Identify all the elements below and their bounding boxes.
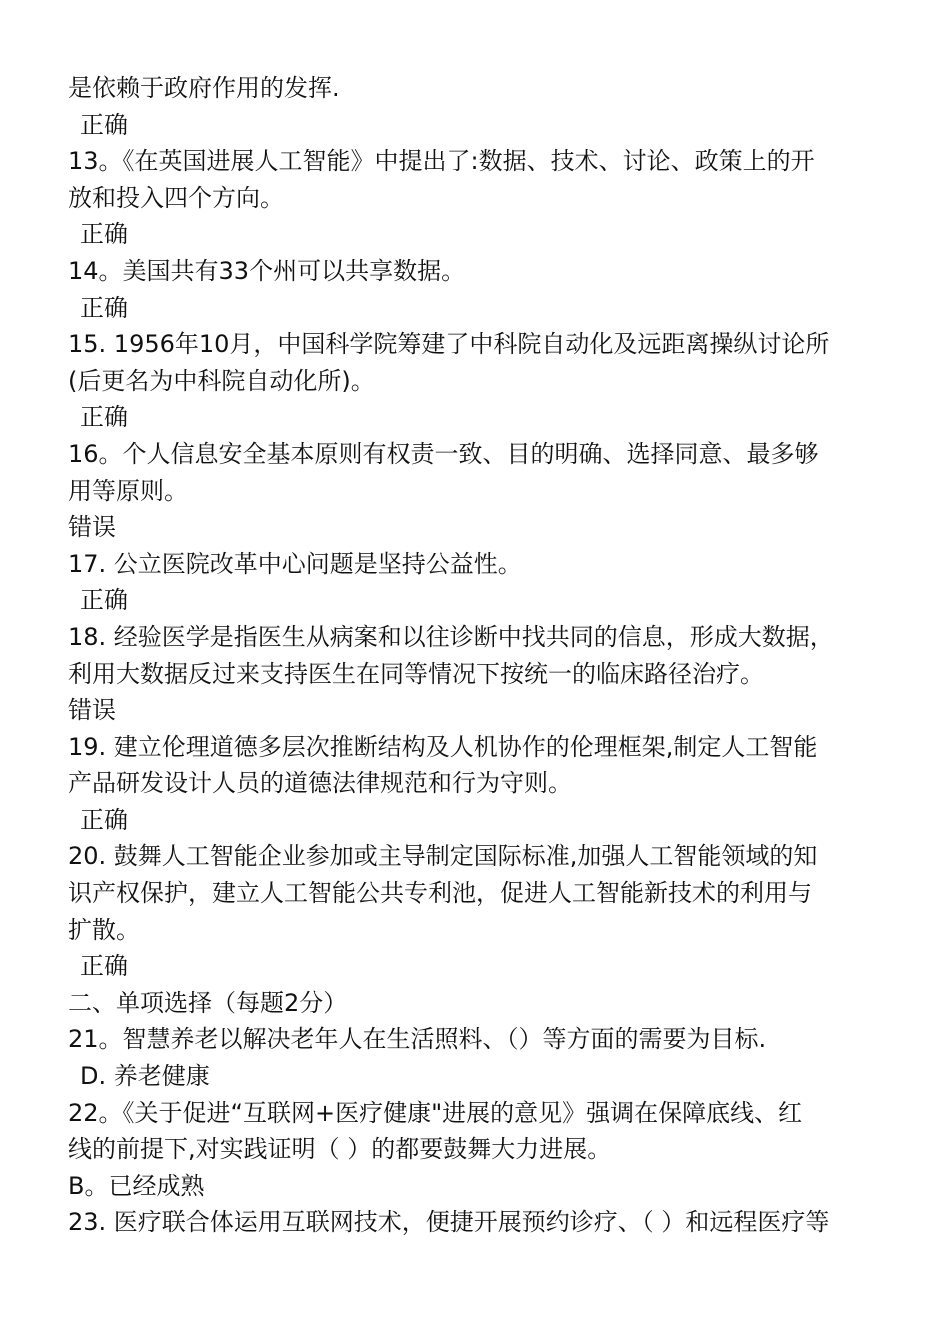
- answer-line: 正确: [80, 110, 128, 139]
- question-line: 识产权保护，建立人工智能公共专利池，促进人工智能新技术的利用与: [68, 879, 812, 908]
- question-line: 16。个人信息安全基本原则有权责一致、目的明确、选择同意、最多够: [68, 439, 819, 468]
- question-line: 扩散。: [68, 915, 140, 944]
- answer-line: B。已经成熟: [68, 1171, 205, 1200]
- section-heading: 二、单项选择（每题2分）: [68, 988, 348, 1017]
- answer-line: 正确: [80, 805, 128, 834]
- answer-line: 错误: [68, 696, 116, 725]
- question-line: 23. 医疗联合体运用互联网技术，便捷开展预约诊疗、（ ）和远程医疗等: [68, 1208, 830, 1237]
- question-line: 用等原则。: [68, 476, 188, 505]
- answer-line: 正确: [80, 586, 128, 615]
- question-line: 19. 建立伦理道德多层次推断结构及人机协作的伦理框架,制定人工智能: [68, 732, 818, 761]
- question-line: 18. 经验医学是指医生从病案和以往诊断中找共同的信息，形成大数据，: [68, 622, 834, 651]
- answer-line: 正确: [80, 952, 128, 981]
- question-line: 利用大数据反过来支持医生在同等情况下按统一的临床路径治疗。: [68, 659, 764, 688]
- question-line: 15. 1956年10月，中国科学院筹建了中科院自动化及远距离操纵讨论所: [68, 330, 830, 359]
- answer-line: 错误: [68, 513, 116, 542]
- question-line: (后更名为中科院自动化所)。: [68, 366, 375, 395]
- question-line: 产品研发设计人员的道德法律规范和行为守则。: [68, 769, 572, 798]
- answer-line: 正确: [80, 293, 128, 322]
- text-line: 是依赖于政府作用的发挥.: [68, 74, 340, 102]
- question-line: 14。美国共有33个州可以共享数据。: [68, 256, 466, 285]
- question-line: 13。《在英国进展人工智能》中提出了:数据、技术、讨论、政策上的开: [68, 147, 815, 176]
- answer-line: 正确: [80, 220, 128, 249]
- answer-line: 正确: [80, 403, 128, 432]
- question-line: 线的前提下,对实践证明（ ）的都要鼓舞大力进展。: [68, 1135, 612, 1164]
- question-line: 21。智慧养老以解决老年人在生活照料、（）等方面的需要为目标.: [68, 1025, 767, 1054]
- question-line: 17. 公立医院改革中心问题是坚持公益性。: [68, 549, 522, 578]
- answer-line: D. 养老健康: [80, 1062, 210, 1091]
- document-page: [68, 70, 888, 1241]
- question-line: 20. 鼓舞人工智能企业参加或主导制定国际标准,加强人工智能领域的知: [68, 842, 818, 871]
- question-line: 22。《关于促进“互联网+医疗健康"进展的意见》强调在保障底线、红: [68, 1098, 803, 1127]
- question-line: 放和投入四个方向。: [68, 183, 284, 212]
